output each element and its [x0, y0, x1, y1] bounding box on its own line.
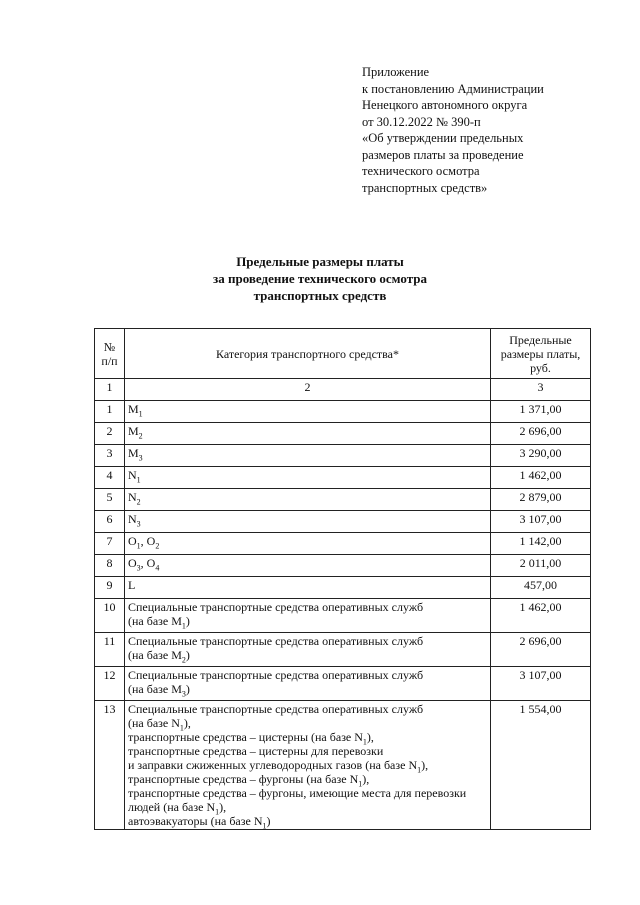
row-price: 2 011,00 — [491, 555, 591, 577]
annex-line: технического осмотра — [362, 164, 480, 178]
row-category: $M_1$ — [125, 401, 491, 423]
fee-table — [94, 328, 591, 830]
annex-line: размеров платы за проведение — [362, 147, 524, 162]
category-line: (на базе $M_2$) — [128, 648, 190, 665]
table-row — [95, 533, 591, 555]
table-row — [95, 445, 591, 467]
row-price: 2 696,00 — [491, 633, 591, 667]
row-category — [125, 633, 491, 667]
row-price: 1 371,00 — [491, 401, 591, 423]
table-row — [95, 511, 591, 533]
row-number: 12 — [95, 667, 125, 701]
table-row — [95, 423, 591, 445]
row-price: 1 462,00 — [491, 467, 591, 489]
table-row — [95, 667, 591, 701]
row-category: $O_1$, $O_2$ — [125, 533, 491, 555]
index-row — [95, 379, 591, 401]
index-cell: 1 — [95, 379, 125, 401]
annex-line: Приложение — [362, 65, 430, 79]
row-number: 5 — [95, 489, 125, 511]
row-category: $N_1$ — [125, 467, 491, 489]
row-number: 8 — [95, 555, 125, 577]
category-line: Специальные транспортные средства оперативных служб — [128, 600, 424, 614]
category-line: транспортные средства – фургоны, имеющие места для перевозки — [128, 786, 467, 800]
index-cell: 2 — [125, 379, 491, 401]
row-price: 1 462,00 — [491, 599, 591, 633]
table-row — [95, 633, 591, 667]
header-category: Категория транспортного средства* — [125, 329, 491, 379]
annex-line: к постановлению Администрации — [362, 81, 544, 96]
row-price: 2 879,00 — [491, 489, 591, 511]
row-price: 2 696,00 — [491, 423, 591, 445]
category-line: транспортные средства – цистерны для перевозки — [128, 744, 384, 758]
row-category — [125, 667, 491, 701]
annex-line: от 30.12.2022 № 390-п — [362, 114, 481, 129]
annex-block — [362, 64, 632, 196]
row-number: 6 — [95, 511, 125, 533]
header-row — [95, 329, 591, 379]
row-category: $N_3$ — [125, 511, 491, 533]
index-cell: 3 — [491, 379, 591, 401]
row-number: 3 — [95, 445, 125, 467]
row-number: 10 — [95, 599, 125, 633]
annex-line: транспортных средств» — [362, 180, 488, 195]
row-category: L — [125, 577, 491, 599]
category-line: Специальные транспортные средства оперативных служб — [128, 702, 424, 716]
category-line: транспортные средства – фургоны (на базе $N_1$), — [128, 772, 370, 789]
row-number: 9 — [95, 577, 125, 599]
category-line: (на базе $M_3$) — [128, 682, 190, 699]
annex-line: «Об утверждении предельных — [362, 131, 524, 145]
row-price: 1 142,00 — [491, 533, 591, 555]
row-category: $M_3$ — [125, 445, 491, 467]
document-title — [0, 253, 640, 304]
table-row — [95, 555, 591, 577]
title-line: за проведение технического осмотра — [213, 271, 427, 286]
row-category: $O_3$, $O_4$ — [125, 555, 491, 577]
table-row — [95, 467, 591, 489]
row-category — [125, 599, 491, 633]
category-line: (на базе $M_1$) — [128, 614, 190, 631]
category-line: Специальные транспортные средства оперативных служб — [128, 634, 424, 648]
table-row — [95, 489, 591, 511]
row-number: 1 — [95, 401, 125, 423]
title-line: транспортных средств — [253, 288, 387, 303]
row-price: 1 554,00 — [491, 701, 591, 830]
category-line: транспортные средства – цистерны (на базе $N_1$), — [128, 730, 374, 747]
row-number: 13 — [95, 701, 125, 830]
row-category — [125, 701, 491, 830]
header-num: № п/п — [95, 329, 125, 379]
header-price: Предельные размеры платы, руб. — [491, 329, 591, 379]
category-line: автоэвакуаторы (на базе $N_1$) — [128, 814, 271, 831]
row-price: 3 290,00 — [491, 445, 591, 467]
category-line: и заправки сжиженных углеводородных газов (на базе $N_1$), — [128, 758, 429, 775]
row-category: $M_2$ — [125, 423, 491, 445]
category-line: Специальные транспортные средства оперативных служб — [128, 668, 424, 682]
category-line: (на базе $N_1$), — [128, 716, 191, 733]
row-price: 3 107,00 — [491, 667, 591, 701]
table-row — [95, 401, 591, 423]
table-row — [95, 577, 591, 599]
row-number: 11 — [95, 633, 125, 667]
category-line: людей (на базе $N_1$), — [128, 800, 227, 817]
row-number: 7 — [95, 533, 125, 555]
row-price: 3 107,00 — [491, 511, 591, 533]
table-body — [95, 401, 591, 830]
title-line: Предельные размеры платы — [236, 254, 404, 269]
table-row — [95, 701, 591, 830]
row-category: $N_2$ — [125, 489, 491, 511]
table-row — [95, 599, 591, 633]
row-price: 457,00 — [491, 577, 591, 599]
annex-line: Ненецкого автономного округа — [362, 98, 528, 112]
row-number: 2 — [95, 423, 125, 445]
row-number: 4 — [95, 467, 125, 489]
